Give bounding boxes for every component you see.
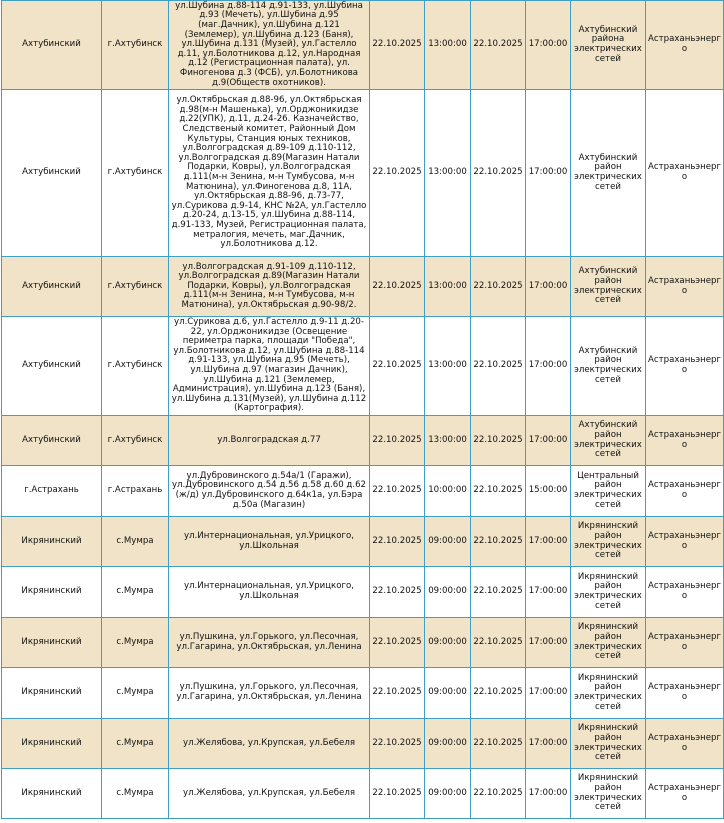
end-date-cell: 22.10.2025 xyxy=(471,466,526,517)
network-cell: Ахтубинский район электрических сетей xyxy=(571,317,646,416)
start-time-cell: 13:00:00 xyxy=(425,1,471,90)
company-cell: Астраханьэнерго xyxy=(646,618,724,668)
start-date-cell: 22.10.2025 xyxy=(370,618,425,668)
end-time-cell: 17:00:00 xyxy=(526,567,571,618)
company-cell: Астраханьэнерго xyxy=(646,517,724,567)
network-cell: Икрянинский район электрических сетей xyxy=(571,668,646,719)
addresses-cell: ул.Волгоградская д.91-109 д.110-112, ул.Волгоградская д.89(Магазин Натали Подарки, Ковры), ул.Волгоградская д.111(м-н Зенина, м-н Тумбусова, м-н Матюнина), ул.Октябрьская д.90-98/2. xyxy=(169,257,370,317)
district-cell: Икрянинский xyxy=(2,517,102,567)
district-cell: Икрянинский xyxy=(2,769,102,819)
network-cell: Икрянинский район электрических сетей xyxy=(571,719,646,769)
company-cell: Астраханьэнерго xyxy=(646,769,724,819)
end-time-cell: 17:00:00 xyxy=(526,668,571,719)
company-cell: Астраханьэнерго xyxy=(646,719,724,769)
table-row xyxy=(2,719,724,769)
addresses-cell: ул.Желябова, ул.Крупская, ул.Бебеля xyxy=(169,769,370,819)
settlement-cell: г.Ахтубинск xyxy=(102,416,169,466)
end-date-cell: 22.10.2025 xyxy=(471,317,526,416)
table-row xyxy=(2,257,724,317)
end-time-cell: 15:00:00 xyxy=(526,466,571,517)
table-row xyxy=(2,466,724,517)
end-date-cell: 22.10.2025 xyxy=(471,719,526,769)
settlement-cell: с.Мумра xyxy=(102,618,169,668)
settlement-cell: г.Ахтубинск xyxy=(102,90,169,257)
start-time-cell: 13:00:00 xyxy=(425,257,471,317)
end-date-cell: 22.10.2025 xyxy=(471,618,526,668)
start-date-cell: 22.10.2025 xyxy=(370,317,425,416)
table-row xyxy=(2,517,724,567)
settlement-cell: с.Мумра xyxy=(102,719,169,769)
company-cell: Астраханьэнерго xyxy=(646,90,724,257)
start-time-cell: 13:00:00 xyxy=(425,416,471,466)
network-cell: Икрянинский район электрических сетей xyxy=(571,567,646,618)
start-date-cell: 22.10.2025 xyxy=(370,719,425,769)
table-row xyxy=(2,317,724,416)
start-time-cell: 09:00:00 xyxy=(425,618,471,668)
district-cell: Ахтубинский xyxy=(2,317,102,416)
end-date-cell: 22.10.2025 xyxy=(471,517,526,567)
end-date-cell: 22.10.2025 xyxy=(471,257,526,317)
network-cell: Икрянинский район электрических сетей xyxy=(571,769,646,819)
end-date-cell: 22.10.2025 xyxy=(471,567,526,618)
table-row xyxy=(2,567,724,618)
end-time-cell: 17:00:00 xyxy=(526,317,571,416)
start-time-cell: 13:00:00 xyxy=(425,317,471,416)
company-cell: Астраханьэнерго xyxy=(646,317,724,416)
district-cell: Ахтубинский xyxy=(2,257,102,317)
addresses-cell: ул.Пушкина, ул.Горького, ул.Песочная, ул.Гагарина, ул.Октябрьская, ул.Ленина xyxy=(169,668,370,719)
district-cell: Икрянинский xyxy=(2,668,102,719)
company-cell: Астраханьэнерго xyxy=(646,257,724,317)
district-cell: г.Астрахань xyxy=(2,466,102,517)
start-time-cell: 09:00:00 xyxy=(425,567,471,618)
settlement-cell: г.Ахтубинск xyxy=(102,1,169,90)
settlement-cell: с.Мумра xyxy=(102,769,169,819)
addresses-cell: ул.Интернациональная, ул.Урицкого, ул.Школьная xyxy=(169,517,370,567)
end-time-cell: 17:00:00 xyxy=(526,618,571,668)
end-time-cell: 17:00:00 xyxy=(526,90,571,257)
start-date-cell: 22.10.2025 xyxy=(370,1,425,90)
addresses-cell: ул.Желябова, ул.Крупская, ул.Бебеля xyxy=(169,719,370,769)
addresses-cell: ул.Дубровинского д.54а/1 (Гаражи), ул.Дубровинского д.54 д.56 д.58 д.60 д.62 (ж/д) ул.Дубровинского д.64к1а, ул.Бэра д.50а (Магазин) xyxy=(169,466,370,517)
settlement-cell: с.Мумра xyxy=(102,517,169,567)
network-cell: Ахтубинский район электрических сетей xyxy=(571,90,646,257)
start-time-cell: 09:00:00 xyxy=(425,719,471,769)
network-cell: Икрянинский район электрических сетей xyxy=(571,618,646,668)
start-date-cell: 22.10.2025 xyxy=(370,90,425,257)
district-cell: Ахтубинский xyxy=(2,90,102,257)
company-cell: Астраханьэнерго xyxy=(646,416,724,466)
end-time-cell: 17:00:00 xyxy=(526,517,571,567)
start-date-cell: 22.10.2025 xyxy=(370,416,425,466)
district-cell: Икрянинский xyxy=(2,618,102,668)
start-time-cell: 13:00:00 xyxy=(425,90,471,257)
district-cell: Икрянинский xyxy=(2,719,102,769)
start-time-cell: 09:00:00 xyxy=(425,517,471,567)
start-date-cell: 22.10.2025 xyxy=(370,466,425,517)
settlement-cell: г.Астрахань xyxy=(102,466,169,517)
district-cell: Ахтубинский xyxy=(2,1,102,90)
network-cell: Ахтубинский район электрических сетей xyxy=(571,257,646,317)
settlement-cell: с.Мумра xyxy=(102,668,169,719)
network-cell: Ахтубинский район электрических сетей xyxy=(571,416,646,466)
network-cell: Центральный район электрических сетей xyxy=(571,466,646,517)
settlement-cell: г.Ахтубинск xyxy=(102,257,169,317)
end-time-cell: 17:00:00 xyxy=(526,257,571,317)
start-date-cell: 22.10.2025 xyxy=(370,769,425,819)
settlement-cell: с.Мумра xyxy=(102,567,169,618)
start-time-cell: 09:00:00 xyxy=(425,668,471,719)
end-time-cell: 17:00:00 xyxy=(526,719,571,769)
table-row xyxy=(2,416,724,466)
company-cell: Астраханьэнерго xyxy=(646,567,724,618)
addresses-cell: ул.Сурикова д.6, ул.Гастелло д.9-11 д.20-22, ул.Орджоникидзе (Освещение периметра парка, площади "Победа", ул.Болотникова д.12, ул.Шубина д.88-114 д.91-133, ул.Шубина д.95 (Мечеть), ул.Шубина д.97 (магазин Дачник), ул.Шубина д.121 (Землемер, Администрация), ул.Шубина д.123 (Баня), ул.Шубина д.131(Музей), ул.Шубина д.112 (Картография). xyxy=(169,317,370,416)
start-date-cell: 22.10.2025 xyxy=(370,257,425,317)
outage-table xyxy=(1,0,724,819)
end-time-cell: 17:00:00 xyxy=(526,1,571,90)
company-cell: Астраханьэнерго xyxy=(646,1,724,90)
addresses-cell: ул.Волгоградская д.77 xyxy=(169,416,370,466)
network-cell: Ахтубинский района электрических сетей xyxy=(571,1,646,90)
start-time-cell: 09:00:00 xyxy=(425,769,471,819)
table-row xyxy=(2,668,724,719)
table-row xyxy=(2,618,724,668)
addresses-cell: ул.Шубина д.88-114 д.91-133, ул.Шубина д.93 (Мечеть), ул.Шубина д.95 (маг.Дачник), ул.Шубина д.121 (Землемер), ул.Шубина д.123 (Баня), ул.Шубина д.131 (Музей), ул.Гастелло д.11, ул.Болотникова д.12, ул.Народная д.12 (Регистрационная палата), ул. Финогенова д.3 (ФСБ), ул.Болотникова д.9(Обществ охотников). xyxy=(169,1,370,90)
table-row xyxy=(2,1,724,90)
settlement-cell: г.Ахтубинск xyxy=(102,317,169,416)
end-date-cell: 22.10.2025 xyxy=(471,1,526,90)
end-time-cell: 17:00:00 xyxy=(526,769,571,819)
end-time-cell: 17:00:00 xyxy=(526,416,571,466)
start-date-cell: 22.10.2025 xyxy=(370,517,425,567)
start-date-cell: 22.10.2025 xyxy=(370,567,425,618)
end-date-cell: 22.10.2025 xyxy=(471,769,526,819)
network-cell: Икрянинский район электрических сетей xyxy=(571,517,646,567)
district-cell: Ахтубинский xyxy=(2,416,102,466)
addresses-cell: ул.Октябрьская д.88-96, ул.Октябрьская д.98(м-н Машенька), ул.Орджоникидзе д.22(УПК), д.11, д.24-26. Казначейство, Следственый комитет, Районный Дом Культуры, Станция юных техников, ул.Волгоградская д.89-109 д.110-112, ул.Волгоградская д.89(Магазин Натали Подарки, Ковры), ул.Волгоградская д.111(м-н Зенина, м-н Тумбусова, м-н Матюнина), ул.Финогенова д.8, 11А, ул.Октябрьская д.88-96, д.73-77, ул.Сурикова д.9-14, КНС №2А, ул.Гастелло д.20-24, д.13-15, ул.Шубина д.88-114, д.91-133, Музей, Регистрационная палата, метралогия, мечеть, маг.Дачник, ул.Болотникова д.12. xyxy=(169,90,370,257)
addresses-cell: ул.Пушкина, ул.Горького, ул.Песочная, ул.Гагарина, ул.Октябрьская, ул.Ленина xyxy=(169,618,370,668)
district-cell: Икрянинский xyxy=(2,567,102,618)
company-cell: Астраханьэнерго xyxy=(646,668,724,719)
end-date-cell: 22.10.2025 xyxy=(471,668,526,719)
table-row xyxy=(2,90,724,257)
start-time-cell: 10:00:00 xyxy=(425,466,471,517)
company-cell: Астраханьэнерго xyxy=(646,466,724,517)
end-date-cell: 22.10.2025 xyxy=(471,90,526,257)
start-date-cell: 22.10.2025 xyxy=(370,668,425,719)
addresses-cell: ул.Интернациональная, ул.Урицкого, ул.Школьная xyxy=(169,567,370,618)
table-row xyxy=(2,769,724,819)
end-date-cell: 22.10.2025 xyxy=(471,416,526,466)
